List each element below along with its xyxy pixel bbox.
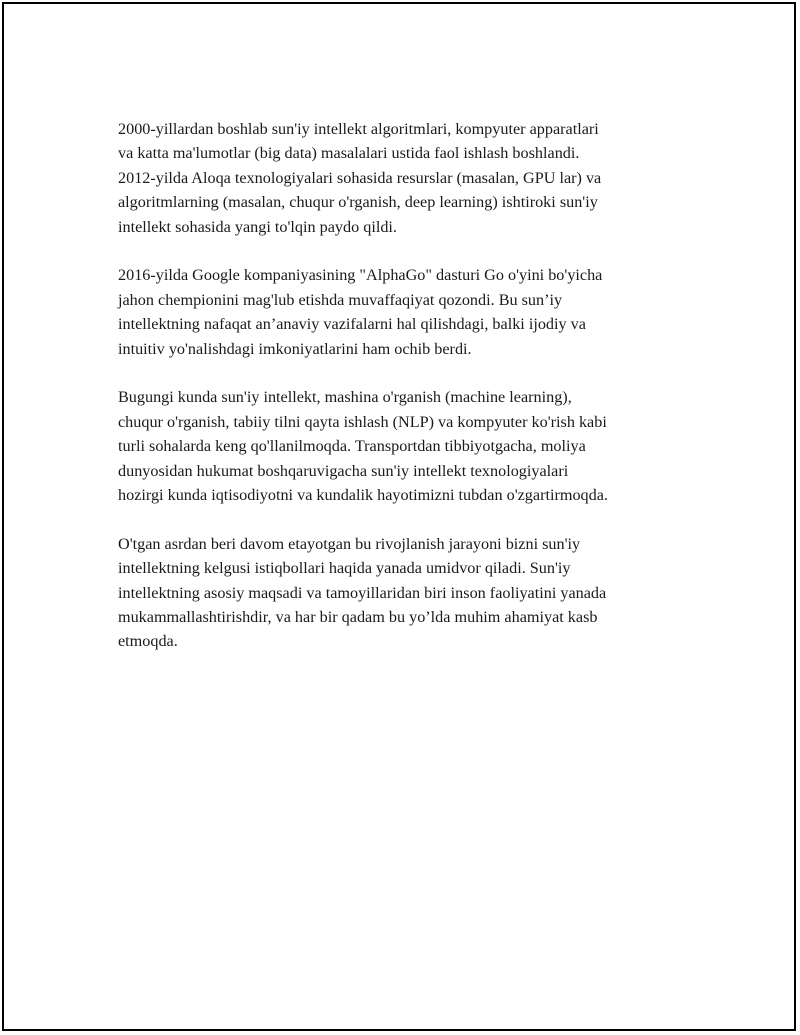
paragraph-4: O'tgan asrdan beri davom etayotgan bu rivojlanish jarayoni bizni sun'iy intellektning kelgusi istiqbollari haqida yanada umidvor qiladi. Sun'iy intellektning asosiy maqsadi va tamoyillaridan biri inson faoliyatini yanada mukammallashtirishdir, va har bir qadam bu yo’lda muhim ahamiyat kasb etmoqda. <box>118 534 607 651</box>
paragraph-2: 2016-yilda Google kompaniyasining "AlphaGo" dasturi Go o'yini bo'yicha jahon chempionini mag'lub etishda muvaffaqiyat qozondi. Bu sun’iy intellektning nafaqat an’anaviy vazifalarni hal qilishdagi, balki ijodiy va intuitiv yo'nalishdagi imkoniyatlarini ham ochib berdi. <box>118 266 603 358</box>
paragraph-3: Bugungi kunda sun'iy intellekt, mashina o'rganish (machine learning), chuqur o'rganish, tabiiy tilni qayta ishlash (NLP) va kompyuter ko'rish kabi turli sohalarda keng qo'llanilmoqda. Transportdan tibbiyotgacha, moliya dunyosidan hukumat boshqaruvigacha sun'iy intellekt texnologiyalari hozirgi kunda iqtisodiyotni va kundalik hayotimizni tubdan o'zgartirmoqda. <box>118 388 608 505</box>
document-body <box>118 117 693 678</box>
paragraph-1: 2000-yillardan boshlab sun'iy intellekt algoritmlari, kompyuter apparatlari va katta ma'lumotlar (big data) masalalari ustida faol ishlash boshlandi. 2012-yilda Aloqa texnologiyalari sohasida resurslar (masalan, GPU lar) va algoritmlarning (masalan, chuqur o'rganish, deep learning) ishtiroki sun'iy intellekt sohasida yangi to'lqin paydo qildi. <box>118 120 602 236</box>
